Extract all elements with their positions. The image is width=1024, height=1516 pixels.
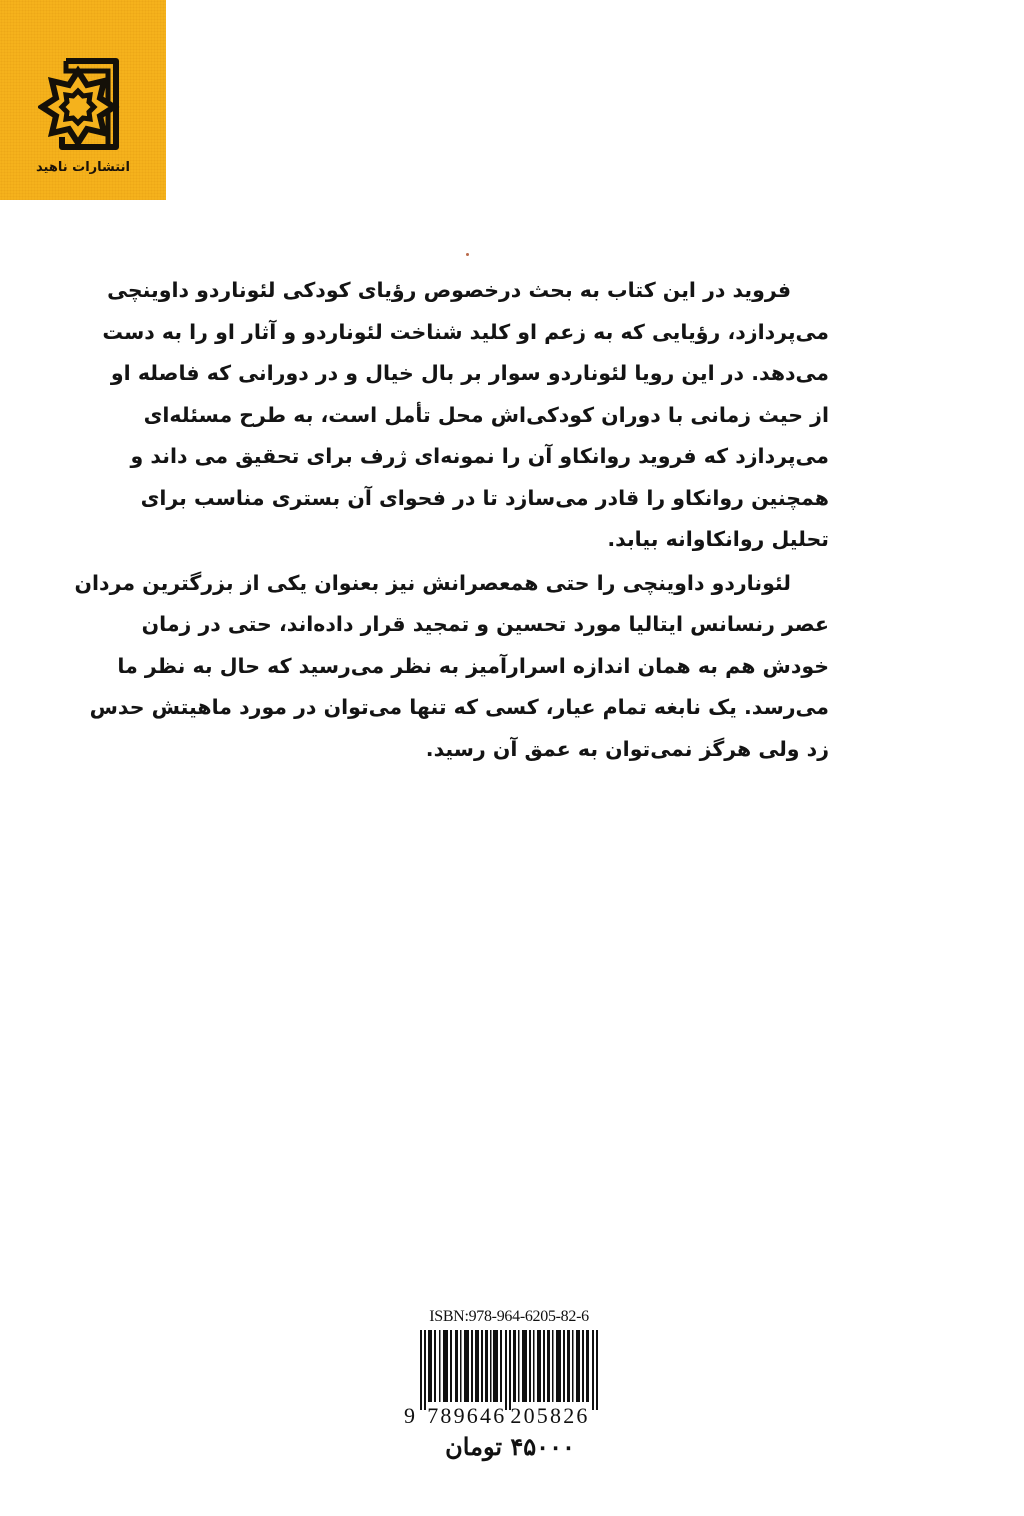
speck [466, 253, 469, 256]
blurb-line: فروید در این کتاب به بحث درخصوص رؤیای کودکی لئوناردو داوینچی [107, 278, 791, 302]
blurb-line: زد ولی هرگز نمی‌توان به عمق آن رسید. [425, 736, 829, 761]
blurb-line: همچنین روانکاو را قادر می‌سازد تا در فحوای آن بستری مناسب برای [140, 485, 829, 510]
back-cover-blurb [74, 270, 829, 770]
blurb-line: از حیث زمانی با دوران کودکی‌اش محل تأمل است، به طرح مسئله‌ای [143, 402, 829, 427]
barcode-digit-first: 9 [404, 1403, 418, 1428]
blurb-line: خودش هم به همان اندازه اسرارآمیز به نظر می‌رسید که حال به نظر ما [117, 653, 829, 678]
book-star-icon [38, 57, 122, 153]
barcode-digits [404, 1403, 604, 1429]
blurb-paragraph-2 [74, 563, 829, 771]
barcode-digits-right: 205826 [510, 1403, 590, 1428]
blurb-line: می‌پردازد که فروید روانکاو آن را نمونه‌ای ژرف برای تحقیق می داند و [130, 444, 829, 468]
isbn-label: ISBN:978-964-6205-82-6 [429, 1308, 589, 1325]
blurb-line: عصر رنسانس ایتالیا مورد تحسین و تمجید قرار داده‌اند، حتی در زمان [141, 612, 829, 636]
blurb-line: می‌دهد. در این رویا لئوناردو سوار بر بال خیال و در دورانی که فاصله او [110, 361, 829, 385]
barcode-digits-left: 789646 [427, 1403, 507, 1428]
blurb-line: می‌رسد. یک نابغه تمام عیار، کسی که تنها می‌توان در مورد ماهیتش حدس [89, 695, 829, 719]
publisher-logo-panel [0, 0, 166, 200]
blurb-line: می‌پردازد، رؤیایی که به زعم او کلید شناخت لئوناردو و آثار او را به دست [102, 319, 829, 344]
price-label: ۴۵۰۰۰ تومان [445, 1432, 575, 1461]
blurb-line: تحلیل روانکاوانه بیابد. [607, 527, 829, 551]
publisher-name: انتشارات ناهید [36, 160, 130, 175]
barcode-icon [420, 1330, 598, 1410]
blurb-line: لئوناردو داوینچی را حتی همعصرانش نیز بعنوان یکی از بزرگترین مردان [74, 570, 791, 595]
blurb-paragraph-1 [102, 270, 829, 561]
